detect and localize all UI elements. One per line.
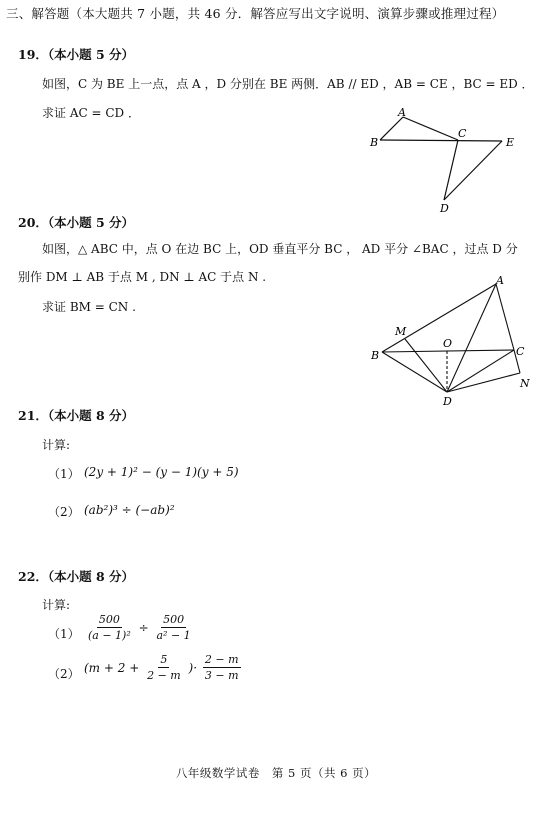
q21-item2-expression: (ab²)³ ÷ (−ab)² [84,503,175,517]
q22-heading: 22．（本小题 8 分） [18,569,135,584]
q20-heading: 20．（本小题 5 分） [18,215,135,230]
q19-segment-AC [403,117,458,140]
fraction-numerator: 500 [98,613,120,626]
q19-label-A: A [398,106,406,119]
q19-segment-BE [380,140,502,141]
q22-item1-number: （1） [48,627,80,641]
q19-label-B: B [370,136,379,149]
q19-heading: 19．（本小题 5 分） [18,47,135,62]
q19-label-E: E [506,136,515,149]
q21-item1-expression: (2y + 1)² − (y − 1)(y + 5) [84,465,239,479]
q19-label-C: C [458,127,467,140]
q19-segment-DE [444,141,502,200]
q19-segment-AB [380,117,403,140]
q20-label-M: M [395,325,407,338]
q21-item1-number: （1） [48,467,80,481]
q20-segment-AD [447,284,496,392]
division-operator: ÷ [138,620,149,635]
q22-item1-fraction2 [154,613,192,642]
q20-label-D: D [443,395,452,408]
q20-label-A: A [496,274,504,287]
page-footer: 八年级数学试卷 第 5 页（共 6 页） [175,766,377,780]
q19-label-D: D [440,202,449,215]
q22-item2-expression [84,653,243,682]
q20-segment-BA [382,284,496,352]
q22-item2-number: （2） [48,667,80,681]
section-title: 三、解答题（本大题共 7 小题，共 46 分．解答应写出文字说明、演算步骤或推理过程） [6,6,505,21]
q20-label-B: B [371,349,380,362]
fraction-numerator: 5 [160,653,168,666]
q19-statement: 如图，C 为 BE 上一点，点 A ，D 分别在 BE 两侧．AB // ED ，AB = CE ，BC = ED ． [42,77,534,91]
q20-statement-line2: 别作 DM ⊥ AB 于点 M , DN ⊥ AC 于点 N . [18,270,267,284]
q22-prompt: 计算: [42,598,71,612]
q20-prove: 求证 BM = CN . [42,300,136,314]
fraction-denominator: 2 − m [147,669,181,682]
fraction-denominator: a² − 1 [156,629,191,642]
expression-close: )· [188,660,198,675]
q20-statement-line1: 如图，△ ABC 中，点 O 在边 BC 上，OD 垂直平分 BC ， AD 平分 ∠BAC ，过点 D 分 [42,242,518,256]
expression-open: (m + 2 + [84,660,140,675]
q19-prove: 求证 AC = CD ． [42,106,140,120]
q20-segment-AC [496,284,514,350]
fraction-numerator: 500 [163,613,185,626]
q20-segment-DM [405,339,447,392]
q20-label-O: O [443,337,453,350]
q21-heading: 21．（本小题 8 分） [18,408,135,423]
q20-segment-DN [447,373,520,392]
q20-figure [362,272,542,412]
q22-item1-expression [84,613,195,642]
q22-item1-fraction1 [86,613,133,642]
q21-prompt: 计算: [42,438,71,452]
q22-item2-fraction2 [203,653,241,682]
fraction-numerator: 2 − m [204,653,239,666]
q20-segment-BC [382,350,514,352]
q20-segment-BD [382,352,447,392]
q20-label-C: C [516,345,525,358]
fraction-denominator: (a − 1)² [88,629,131,642]
q19-segment-CD [444,140,458,200]
fraction-denominator: 3 − m [204,669,239,682]
q22-item2-fraction1 [145,653,183,682]
q21-item2-number: （2） [48,505,80,519]
q19-figure [360,100,520,215]
q20-label-N: N [520,377,530,390]
